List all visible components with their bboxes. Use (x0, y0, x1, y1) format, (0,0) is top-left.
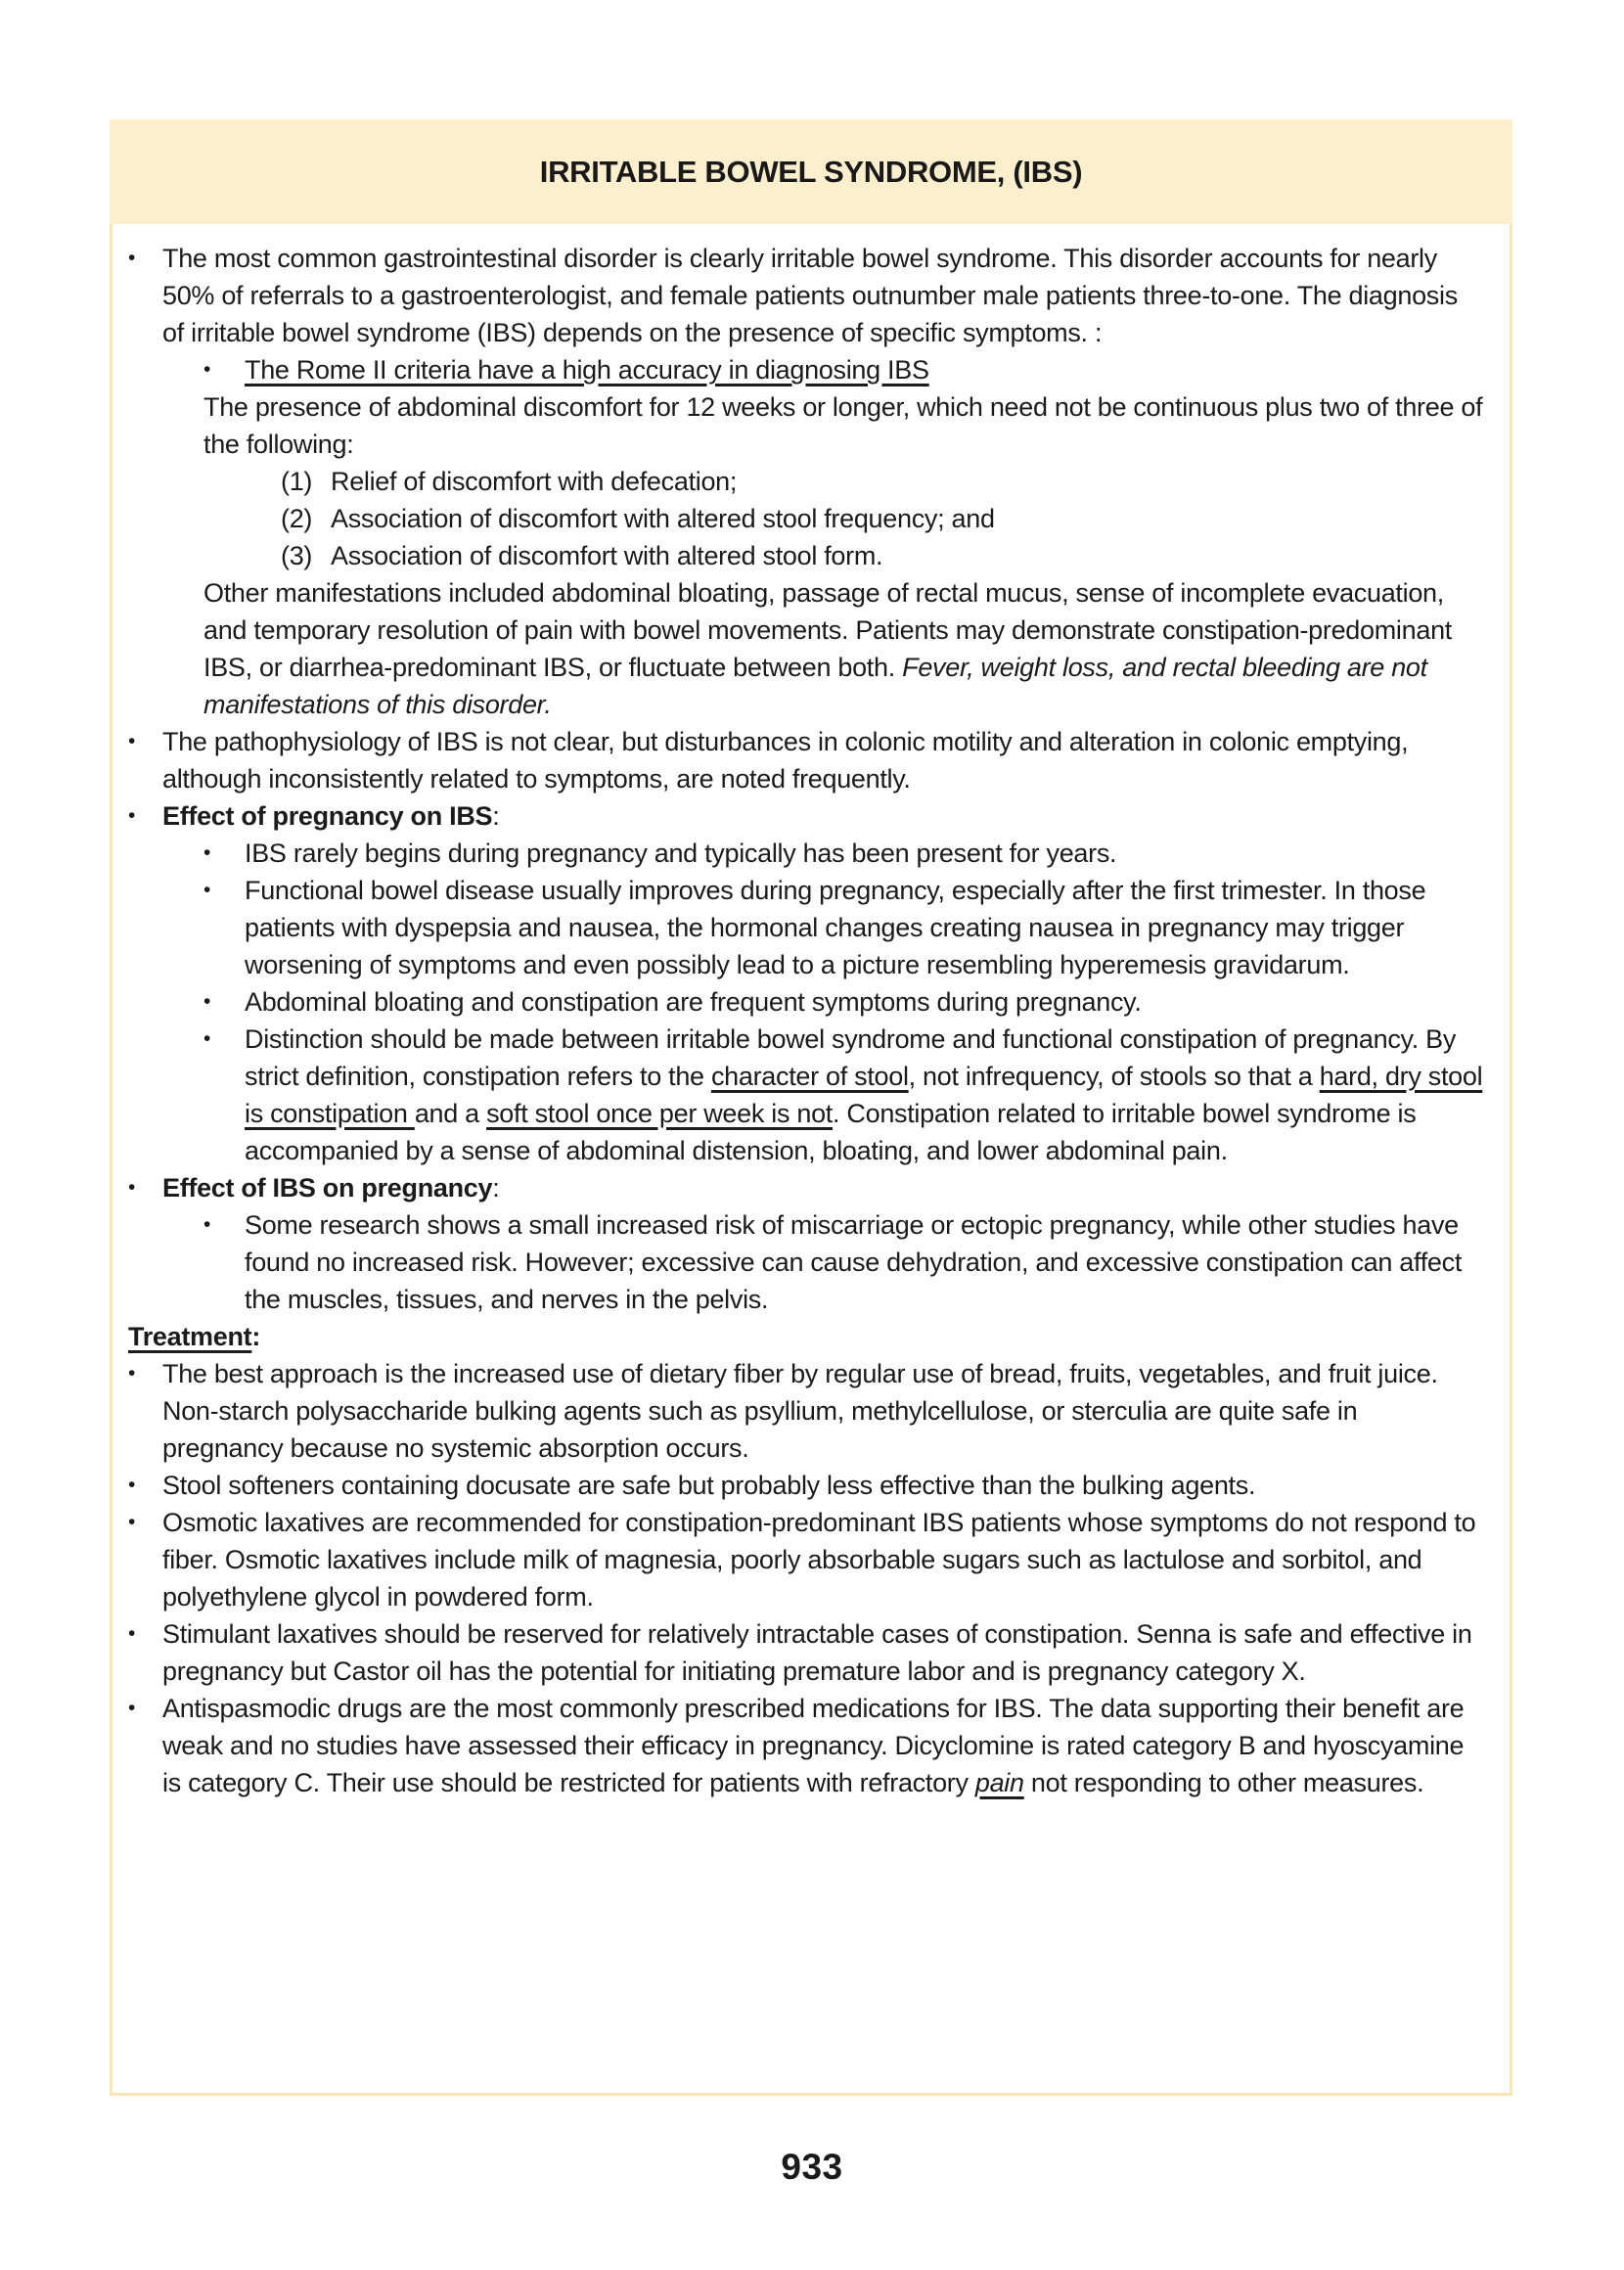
text-run: : (251, 1322, 261, 1351)
continuation-paragraph (113, 388, 1510, 463)
text-run: : (492, 1173, 500, 1203)
bullet-marker: • (128, 1697, 136, 1719)
text-run: The pathophysiology of IBS is not clear, but disturbances in colonic motility and alteration in colonic emptying, although inconsistently related to symptoms, are noted frequently. (162, 727, 1409, 794)
sub-bullet-item (113, 983, 1510, 1021)
bullet-marker: • (203, 990, 211, 1013)
bullet-item (113, 797, 1510, 835)
text-run-group (203, 578, 1452, 719)
text-run-group (245, 1024, 1482, 1165)
text-run: hard, dry stool is constipation (245, 1062, 1483, 1128)
text-run: , not infrequency, of stools so that a (908, 1062, 1320, 1091)
text-run-group (162, 1694, 1464, 1797)
text-run: Effect of pregnancy on IBS (162, 801, 493, 831)
text-run: : (492, 801, 500, 831)
text-run: The best approach is the increased use of dietary fiber by regular use of bread, fruits, vegetables, and fruit juice. Non-starch polysaccharide bulking agents such as psyllium, methylcellulose, or sterculia are quite safe in pregnancy because no systemic absorption occurs. (162, 1359, 1438, 1463)
text-run: Effect of IBS on pregnancy (162, 1173, 493, 1203)
sub-bullet-item (113, 351, 1510, 388)
bullet-item (113, 1169, 1510, 1206)
bullet-marker: • (128, 730, 136, 752)
bullet-marker: • (128, 1511, 136, 1533)
content-box (110, 224, 1512, 2096)
bullet-item (113, 1504, 1510, 1615)
text-run: . Constipation related to irritable bowel syndrome is accompanied by a sense of abdominal distension, bloating, and lower abdominal pain. (245, 1099, 1417, 1165)
bullet-item (113, 1467, 1510, 1504)
text-run: IBS rarely begins during pregnancy and typically has been present for years. (245, 839, 1117, 868)
text-run-group (203, 392, 1482, 459)
text-run: Some research shows a small increased risk of miscarriage or ectopic pregnancy, while other studies have found no increased risk. However; excessive can cause dehydration, and excessive constipation can affect the muscles, tissues, and nerves in the pelvis. (245, 1210, 1463, 1314)
text-run: soft stool once per week is not (486, 1099, 833, 1128)
sub-bullet-item (113, 1021, 1510, 1169)
bullet-marker: • (203, 358, 211, 381)
bullet-item (113, 1615, 1510, 1690)
number-label: (1) (281, 467, 313, 496)
bullet-marker: • (128, 1622, 136, 1645)
text-run: Abdominal bloating and constipation are frequent symptoms during pregnancy. (245, 987, 1142, 1017)
text-run: Osmotic laxatives are recommended for constipation-predominant IBS patients whose symptoms do not respond to fiber. Osmotic laxatives include milk of magnesia, poorly absorbable sugars such as lactulose and sorbitol, and polyethylene glycol in powdered form. (162, 1508, 1476, 1612)
text-run-group (245, 987, 1142, 1017)
text-run: Relief of discomfort with defecation; (331, 467, 738, 496)
bullet-marker: • (203, 1213, 211, 1236)
text-run: Functional bowel disease usually improves during pregnancy, especially after the first trimester. In those patients with dyspepsia and nausea, the hormonal changes creating nausea in pregnancy may trigger worsening of symptoms and even possibly lead to a picture resembling hyperemesis gravidarum. (245, 876, 1426, 979)
bullet-marker: • (128, 804, 136, 827)
continuation-paragraph (113, 574, 1510, 723)
bullet-item (113, 723, 1510, 797)
text-run-group (162, 1359, 1438, 1463)
bullet-marker: • (128, 1362, 136, 1385)
sub-bullet-item (113, 835, 1510, 872)
bullet-marker: • (203, 1027, 211, 1050)
text-run: and a (414, 1099, 487, 1128)
text-run-group (331, 467, 737, 496)
text-run-group (245, 839, 1116, 868)
text-run-group (162, 801, 499, 831)
number-label: (2) (281, 504, 313, 533)
text-run-group (245, 1210, 1462, 1314)
sub-bullet-item (113, 872, 1510, 983)
numbered-item (113, 463, 1510, 500)
text-run: The most common gastrointestinal disorder is clearly irritable bowel syndrome. This disorder accounts for nearly 50% of referrals to a gastroenterologist, and female patients outnumber male patients three-to-one. The diagnosis of irritable bowel syndrome (IBS) depends on the presence of specific symptoms. : (162, 244, 1458, 347)
text-run: Distinction should be made between irritable bowel syndrome and functional constipation of pregnancy. By strict definition, constipation refers to the (245, 1024, 1457, 1091)
text-run-group (162, 1619, 1472, 1686)
text-run: Stool softeners containing docusate are safe but probably less effective than the bulking agents. (162, 1471, 1256, 1500)
sub-bullet-item (113, 1206, 1510, 1318)
text-run-group (245, 355, 929, 385)
bullet-marker: • (203, 841, 211, 864)
text-run: Other manifestations included abdominal bloating, passage of rectal mucus, sense of incomplete evacuation, and temporary resolution of pain with bowel movements. Patients may demonstrate constipation-predominant IBS, or diarrhea-predominant IBS, or fluctuate between both. (203, 578, 1452, 682)
text-run-group (162, 1471, 1255, 1500)
text-run: The presence of abdominal discomfort for 12 weeks or longer, which need not be continuous plus two of three of the following: (203, 392, 1483, 459)
bullet-item (113, 240, 1510, 351)
text-run: not responding to other measures. (1023, 1768, 1424, 1797)
text-run-group (331, 504, 995, 533)
section-title: IRRITABLE BOWEL SYNDROME, (IBS) (539, 154, 1083, 189)
bullet-item (113, 1355, 1510, 1467)
numbered-item (113, 500, 1510, 537)
text-run-group (128, 1322, 260, 1351)
text-run: Stimulant laxatives should be reserved for relatively intractable cases of constipation. Senna is safe and effective in pregnancy but Castor oil has the potential for initiating premature labor and is pregnancy category X. (162, 1619, 1472, 1686)
text-run-group (162, 244, 1458, 347)
text-run-group (245, 876, 1425, 979)
number-label: (3) (281, 541, 313, 570)
bullet-item (113, 1690, 1510, 1801)
numbered-item (113, 537, 1510, 574)
text-run-group (162, 1508, 1475, 1612)
text-run: Treatment (128, 1322, 252, 1351)
bullet-marker: • (128, 1474, 136, 1496)
text-run: pain (974, 1768, 1024, 1797)
bullet-marker: • (128, 247, 136, 269)
text-run: Association of discomfort with altered stool frequency; and (331, 504, 995, 533)
text-run: The Rome II criteria have a high accuracy in diagnosing IBS (245, 355, 929, 385)
text-run: character of stool (710, 1062, 909, 1091)
treatment-heading (113, 1318, 1510, 1355)
text-run: Association of discomfort with altered stool form. (331, 541, 883, 570)
text-run-group (331, 541, 882, 570)
bullet-marker: • (128, 1176, 136, 1199)
section-title-banner (110, 119, 1512, 224)
text-run-group (162, 727, 1408, 794)
page-number: 933 (781, 2147, 843, 2187)
text-run: Antispasmodic drugs are the most commonly prescribed medications for IBS. The data supporting their benefit are weak and no studies have assessed their efficacy in pregnancy. Dicyclomine is rated category B and hyoscyamine is category C. Their use should be restricted for patients with refractory (162, 1694, 1465, 1797)
text-run: Fever, weight loss, and rectal bleeding are not manifestations of this disorder. (203, 653, 1427, 719)
text-run-group (162, 1173, 499, 1203)
bullet-marker: • (203, 879, 211, 901)
